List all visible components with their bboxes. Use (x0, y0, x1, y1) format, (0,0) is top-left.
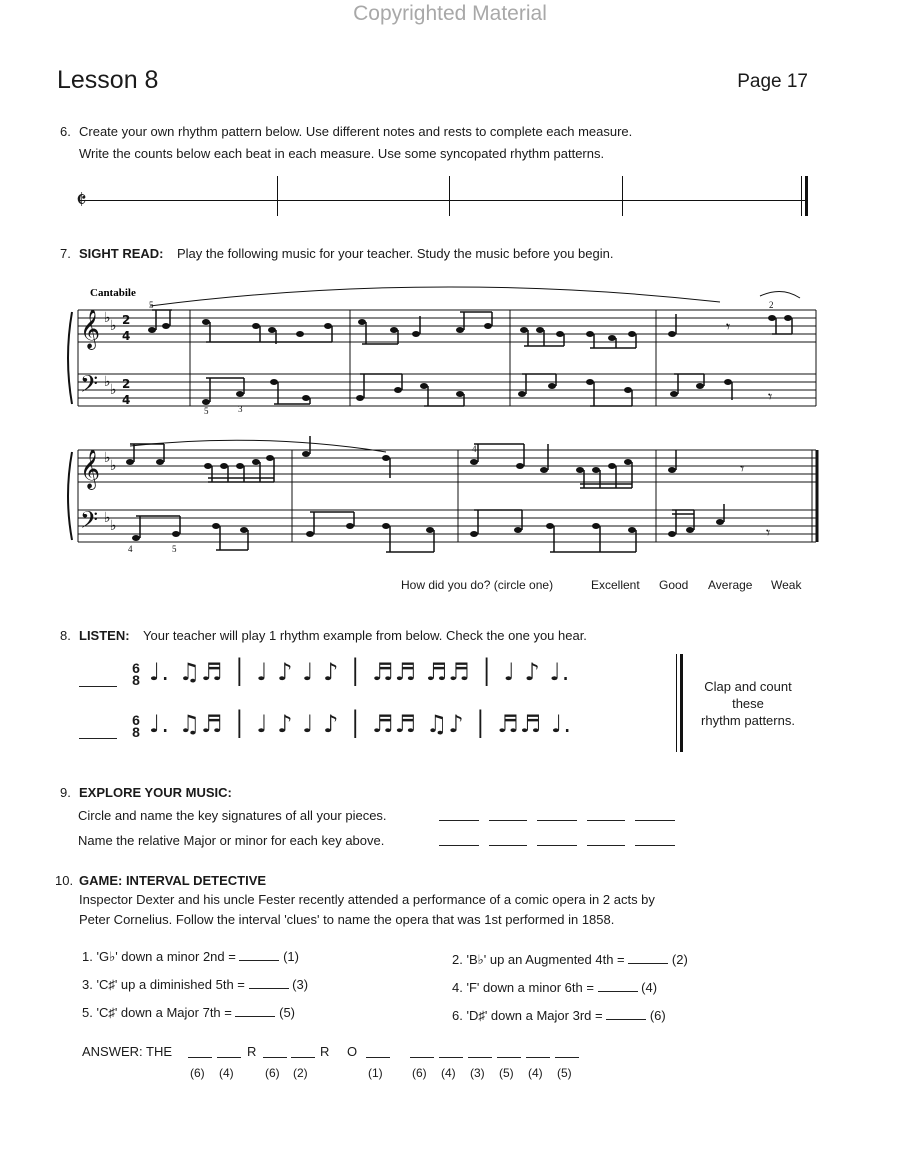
rating-excellent[interactable]: Excellent (591, 578, 640, 592)
rhythm-pattern-1: ♩. ♫♬ │ ♩ ♪ ♩ ♪ │ ♬♬ ♬♬ │ ♩ ♪ ♩. (149, 658, 571, 686)
svg-text:5: 5 (204, 406, 209, 416)
final-barline (676, 654, 677, 752)
rhythm-pattern-2: ♩. ♫♬ │ ♩ ♪ ♩ ♪ │ ♬♬ ♫♪ │ ♬♬ ♩. (149, 710, 572, 738)
q9-title: EXPLORE YOUR MUSIC: (79, 785, 232, 800)
svg-text:𝄞: 𝄞 (80, 309, 101, 349)
svg-text:♭: ♭ (110, 318, 117, 334)
svg-text:𝄢: 𝄢 (80, 370, 99, 403)
q9-line1: Circle and name the key signatures of all your pieces. (78, 808, 387, 823)
clue-6: 6. 'D♯' down a Major 3rd = (6) (452, 1008, 666, 1023)
system-1 (68, 287, 816, 406)
svg-text:♭: ♭ (104, 310, 111, 326)
tempo-marking: Cantabile (90, 287, 136, 299)
svg-text:𝄢: 𝄢 (80, 506, 99, 539)
q9-number: 9. (60, 785, 71, 800)
answer-letter-o: O (347, 1044, 358, 1059)
time-signature: 6 8 (132, 660, 140, 688)
q7-number: 7. (60, 246, 71, 261)
q10-intro2: Peter Cornelius. Follow the interval 'clues' to name the opera that was 1st performed in 1858. (79, 912, 615, 927)
copyright-watermark: Copyrighted Material (353, 2, 547, 25)
q8-instructions: Your teacher will play 1 rhythm example from below. Check the one you hear. (143, 628, 587, 643)
answer-label: ANSWER: THE (82, 1044, 173, 1059)
clue-3: 3. 'C♯' up a diminished 5th = (3) (82, 977, 309, 992)
self-rating-prompt: How did you do? (circle one) (401, 578, 554, 592)
svg-text:♭: ♭ (104, 510, 111, 526)
rhythm-option-2[interactable] (79, 710, 679, 746)
answer-letter-r2: R (320, 1044, 330, 1059)
clue-5-answer[interactable] (235, 1004, 275, 1017)
cut-time-symbol: 𝄵 (76, 186, 87, 214)
q10-number: 10. (55, 873, 74, 888)
clue-5: 5. 'C♯' down a Major 7th = (5) (82, 1005, 295, 1020)
svg-text:♭: ♭ (110, 458, 117, 474)
svg-text:4: 4 (128, 544, 133, 554)
svg-text:♭: ♭ (104, 450, 111, 466)
rhythm-option-1[interactable] (79, 658, 679, 694)
q8-title: LISTEN: (79, 628, 130, 643)
svg-text:4: 4 (122, 393, 131, 407)
clap-and-count-note: Clap and count these rhythm patterns. (701, 679, 795, 728)
check-blank-2[interactable] (79, 738, 117, 739)
q7-title: SIGHT READ: (79, 246, 164, 261)
clue-2: 2. 'B♭' up an Augmented 4th = (2) (452, 952, 688, 967)
q10-title: GAME: INTERVAL DETECTIVE (79, 873, 267, 888)
svg-text:5: 5 (172, 544, 177, 554)
svg-text:𝄾: 𝄾 (740, 459, 745, 478)
rating-good[interactable]: Good (659, 578, 689, 592)
clue-1-answer[interactable] (239, 948, 279, 961)
answer-blanks[interactable] (0, 1044, 900, 1064)
svg-text:4: 4 (122, 329, 131, 343)
svg-text:3: 3 (238, 404, 243, 414)
q6-line2: Write the counts below each beat in each measure. Use some syncopated rhythm patterns. (79, 146, 605, 161)
clue-1: 1. 'G♭' down a minor 2nd = (1) (82, 949, 299, 964)
svg-text:𝄾: 𝄾 (766, 523, 771, 542)
svg-text:♭: ♭ (110, 518, 117, 534)
clue-4-answer[interactable] (598, 979, 638, 992)
svg-text:5: 5 (149, 300, 154, 310)
svg-text:4: 4 (472, 444, 477, 454)
lesson-title: Lesson 8 (57, 66, 159, 94)
q6-blank-staff[interactable] (0, 176, 900, 220)
page-number: Page 17 (737, 71, 808, 92)
svg-text:♭: ♭ (110, 382, 117, 398)
check-blank-1[interactable] (79, 686, 117, 687)
rating-average[interactable]: Average (708, 578, 753, 592)
q6-number: 6. (60, 124, 71, 139)
q10-intro1: Inspector Dexter and his uncle Fester recently attended a performance of a comic opera in 2 acts by (79, 892, 655, 907)
clue-4: 4. 'F' down a minor 6th = (4) (452, 980, 658, 995)
rating-weak[interactable]: Weak (771, 578, 802, 592)
clue-3-answer[interactable] (249, 976, 289, 989)
clue-6-answer[interactable] (606, 1007, 646, 1020)
svg-text:♭: ♭ (104, 374, 111, 390)
svg-text:2: 2 (769, 300, 774, 310)
noteheads (126, 315, 792, 541)
q8-number: 8. (60, 628, 71, 643)
svg-text:2: 2 (122, 313, 131, 327)
sight-reading-score (60, 282, 820, 572)
relative-key-blanks[interactable] (439, 845, 679, 847)
svg-text:𝄾: 𝄾 (726, 317, 731, 336)
key-signature-blanks[interactable] (439, 820, 679, 822)
svg-text:2: 2 (122, 377, 131, 391)
clue-2-answer[interactable] (628, 951, 668, 964)
svg-text:𝄞: 𝄞 (80, 449, 101, 489)
q7-instructions: Play the following music for your teacher. Study the music before you begin. (177, 246, 614, 261)
answer-clue-tags: (6) (4) (6) (2) (1) (6) (4) (3) (5) (4) (5) (190, 1066, 572, 1080)
q9-line2: Name the relative Major or minor for each key above. (78, 833, 385, 848)
q6-line1: Create your own rhythm pattern below. Use different notes and rests to complete each measure. (79, 124, 633, 139)
svg-text:𝄾: 𝄾 (768, 387, 773, 406)
answer-letter-r1: R (247, 1044, 257, 1059)
time-signature: 6 8 (132, 712, 140, 740)
